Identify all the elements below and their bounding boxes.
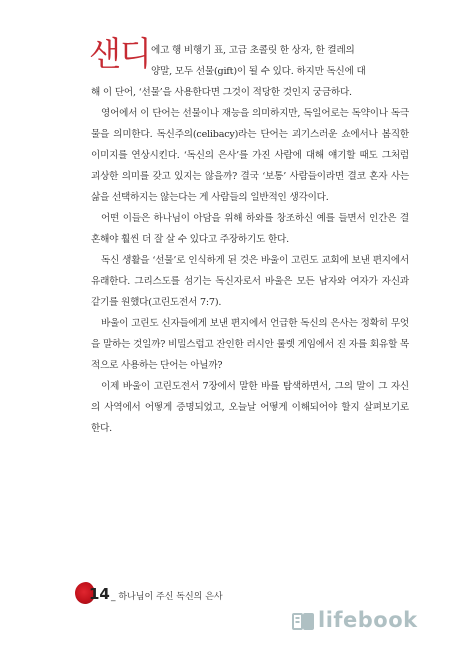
paragraph-3: 어떤 이들은 하나님이 아담을 위해 하와를 창조하신 예를 들면서 인간은 결혼해야 훨씬 더 잘 살 수 있다고 주장하기도 한다. bbox=[91, 213, 409, 245]
opening-paragraph bbox=[89, 34, 409, 103]
paragraph-4: 독신 생활을 ‘선물’로 인식하게 된 것은 바울이 고린도 교회에 보낸 편지에서 유래한다. 그리스도를 섬기는 독신자로서 바울은 모든 남자와 여자가 자신과 같기를 원했다(고린도전서 7:7). bbox=[91, 255, 409, 308]
opening-line-rest: 해 이 단어, ‘선물’을 사용한다면 그것이 적당한 것인지 궁금하다. bbox=[91, 87, 352, 98]
watermark bbox=[292, 608, 437, 636]
opening-line-2: 양말, 모두 선물(gift)이 될 수 있다. 하지만 독신에 대 bbox=[151, 66, 366, 77]
paragraph-2: 영어에서 이 단어는 선물이나 재능을 의미하지만, 독일어로는 독약이나 독극물을 의미한다. 독신주의(celibacy)라는 단어는 괴기스러운 쇼에서나 봄직한 이미지를 연상시킨다. ‘독신의 은사’를 가진 사람에 대해 얘기할 때도 그처럼 괴상한 의미를 갖고 있지는 않을까? 결국 ‘보통’ 사람들이라면 결코 혼자 사는 삶을 선택하지는 않는다는 게 사람들의 일반적인 생각이다. bbox=[91, 108, 409, 203]
page-footer bbox=[75, 582, 275, 608]
page-number: 14 bbox=[89, 585, 110, 603]
drop-cap: 샌디 bbox=[89, 34, 151, 73]
running-title: _ 하나님이 주신 독신의 은사 bbox=[111, 592, 223, 602]
paragraph-6: 이제 바울이 고린도전서 7장에서 말한 바를 탐색하면서, 그의 말이 그 자신의 사역에서 어떻게 증명되었고, 오늘날 어떻게 이해되어야 할지 살펴보기로 한다. bbox=[91, 381, 409, 434]
book-icon bbox=[292, 612, 314, 636]
watermark-text: lifebook bbox=[318, 608, 418, 632]
opening-line-1: 에고 행 비행기 표, 고급 초콜릿 한 상자, 한 켤레의 bbox=[151, 45, 355, 56]
paragraph-5: 바울이 고린도 신자들에게 보낸 편지에서 언급한 독신의 은사는 정확히 무엇을 말하는 것일까? 비밀스럽고 잔인한 러시안 룰렛 게임에서 진 자를 회유할 목적으로 사용하는 단어는 아닐까? bbox=[91, 318, 409, 371]
body-text bbox=[89, 34, 409, 439]
